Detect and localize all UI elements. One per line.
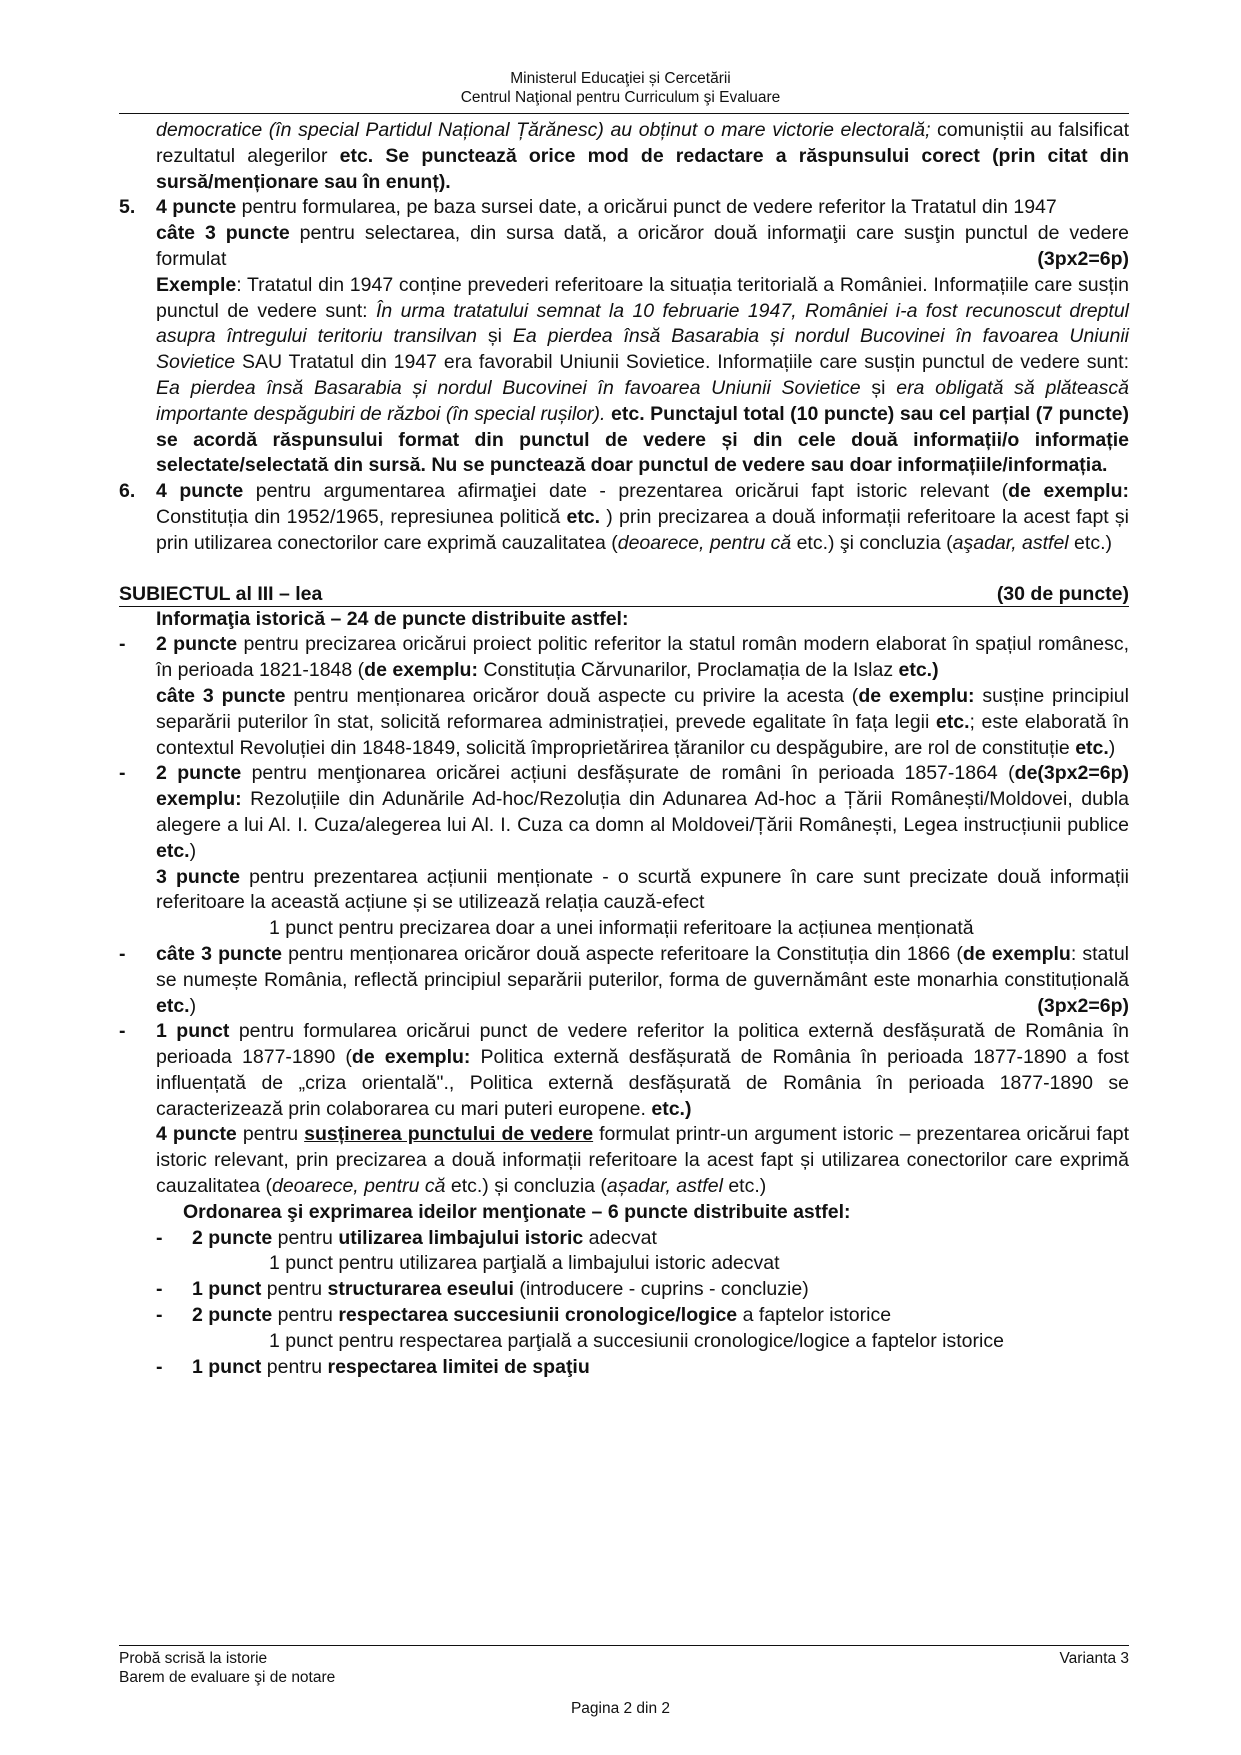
item-number: 5. <box>119 196 136 219</box>
document-body <box>119 118 1129 1380</box>
page-number: Pagina 2 din 2 <box>570 1700 671 1717</box>
dash-bullet: - <box>119 942 126 965</box>
dash-bullet: - <box>119 762 126 785</box>
partial-score-note: 1 punct pentru respectarea parţială a succesiunii cronologice/logice a faptelor istorice <box>269 1329 1004 1352</box>
item-5-criterion-2: câte 3 puncte pentru selectarea, din sursa dată, a oricăror două informaţii care susţin punctul de vedere formulat (3px2=6p) <box>119 221 1129 273</box>
section-points: (30 de puncte) <box>996 582 1129 605</box>
item-5-examples: Exemple: Tratatul din 1947 conține prevederi referitoare la situația teritorială a României. Informațiile care susțin punctul de vedere sunt: În urma tratatului semnat la 10 februarie 1947, României i-a fost recunoscut dreptul asupra întregului teritoriu transilvan și Ea pierdea însă Basarabia și nordul Bucovinei în favoarea Uniunii Sovietice SAU Tratatul din 1947 era favorabil Uniunii Sovietice. Informațiile care susțin punctul de vedere sunt: Ea pierdea însă Basarabia și nordul Bucovinei în favoarea Uniunii Sovietice și era obligată să plătească importante despăgubiri de război (în special rușilor). etc. Punctajul total (10 puncte) sau cel parțial (7 puncte) se acordă răspunsului format din punctul de vedere și din cele două informații/o informație selectate/selectată din sursă. Nu se punctează doar punctul de vedere sau doar informațiile/informația. <box>156 273 1129 477</box>
ordering-item-3: - 2 puncte pentru respectarea succesiunii cronologice/logice a faptelor istorice 1 punct pentru respectarea parţială a succesiunii cronologice/logice a faptelor istorice <box>119 1303 1129 1355</box>
spacer <box>119 557 1129 582</box>
item-number: 6. <box>119 480 136 503</box>
dash-bullet: - <box>119 633 126 656</box>
header-divider <box>119 113 1129 114</box>
ordering-item-2: - 1 punct pentru structurarea eseului (introducere - cuprins - concluzie) <box>156 1278 809 1301</box>
criterion-c: - câte 3 puncte pentru menționarea oricăror două aspecte referitoare la Constituția din 1866 (de exemplu: statul se numește România, reflectă principiul separării puterilor, forma de guvernământ este monarhia constituțională etc.) (3px2=6p) <box>119 942 1129 1019</box>
item-5-criterion-1: 4 puncte pentru formularea, pe baza sursei date, a oricărui punct de vedere referitor la Tratatul din 1947 <box>156 196 1057 219</box>
page-header <box>0 69 1241 107</box>
partial-score-note: 1 punct pentru precizarea doar a unei informații referitoare la acțiunea menționată <box>269 917 974 940</box>
criterion-d: - 1 punct pentru formularea oricărui punct de vedere referitor la politica externă desfășurată de România în perioada 1877-1890 (de exemplu: Politica externă desfășurată de România în perioada 1877-1890 a fost influențată de „criza orientală"., Politica externă desfășurată de România în perioada 1877-1890 se caracterizează prin colaborarea cu mari puteri europene. etc.) 4 puncte pentru susținerea punctului de vedere formulat printr-un argument istoric – prezentarea oricărui fapt istoric relevant, prin precizarea a două informații referitoare la acest fapt și utilizarea conectorilor care exprimă cauzalitatea (deoarece, pentru că etc.) și concluzia (așadar, astfel etc.) <box>119 1020 1130 1198</box>
criterion-b: - 2 puncte pentru menţionarea oricărei acțiuni desfășurate de români în perioada 1857-1864 (de exemplu: Rezoluțiile din Adunările Ad-hoc/Rezoluția din Adunarea Ad-hoc a Țării Românești/Moldovei, dubla alegere a lui Al. I. Cuza/alegerea lui Al. I. Cuza ca domn al Moldovei/Țării Românești, Legea instrucțiunii publice etc.) 3 puncte pentru prezentarea acțiunii menționate - o scurtă expunere în care sunt precizate două informații referitoare la această acțiune și se utilizează relația cauză-efect 1 punct pentru precizarea doar a unei informații referitoare la acțiunea menționată <box>119 761 1129 942</box>
score-badge: (3px2=6p) <box>1037 762 1129 785</box>
info-heading: Informaţia istorică – 24 de puncte distribuite astfel: <box>156 607 629 630</box>
ordering-heading: Ordonarea şi exprimarea ideilor menţionate – 6 puncte distribuite astfel: <box>183 1200 851 1223</box>
score-badge: (3px2=6p) <box>1037 994 1129 1017</box>
dash-bullet: - <box>119 1020 126 1043</box>
header-center: Centrul Naţional pentru Curriculum şi Evaluare <box>460 89 781 106</box>
criterion-a: - 2 puncte pentru precizarea oricărui proiect politic referitor la statul român modern elaborat în spațiul românesc, în perioada 1821-1848 (de exemplu: Constituția Cărvunarilor, Proclamația de la Islaz etc.) câte 3 puncte pentru menționarea oricăror două aspecte cu privire la acesta (de exemplu: susține principiul separării puterilor în stat, solicită reformarea administrației, prevede egalitate în fața legii etc.; este elaborată în contextul Revoluției din 1848-1849, solicită împroprietărirea țăranilor cu despăgubire, are rol de constituție etc.) (3px2=6p) <box>119 632 1129 761</box>
item-6 <box>119 479 1129 556</box>
footer-variant: Varianta 3 <box>1059 1650 1129 1667</box>
continuation-paragraph: democratice (în special Partidul Național Țărănesc) au obținut o mare victorie electorală; comuniștii au falsificat rezultatul alegerilor etc. Se punctează orice mod de redactare a răspunsului corect (prin citat din sursă/menționare sau în enunț). <box>156 119 1130 193</box>
item-5 <box>119 195 1129 479</box>
header-ministry: Ministerul Educaţiei și Cercetării <box>510 70 731 87</box>
ordering-item-1: - 2 puncte pentru utilizarea limbajului istoric adecvat 1 punct pentru utilizarea parţială a limbajului istoric adecvat <box>119 1226 1129 1278</box>
partial-score-note: 1 punct pentru utilizarea parţială a limbajului istoric adecvat <box>269 1252 780 1275</box>
footer-exam-info: Probă scrisă la istorie Barem de evaluare şi de notare <box>119 1650 336 1686</box>
score-badge: (3px2=6p) <box>1037 247 1129 270</box>
section-title: SUBIECTUL al III – lea <box>119 582 323 605</box>
ordering-item-4: - 1 punct pentru respectarea limitei de spaţiu <box>156 1355 590 1378</box>
section-3-heading <box>119 582 1129 607</box>
item-6-criterion: 4 puncte pentru argumentarea afirmaţiei date - prezentarea oricărui fapt istoric relevant (de exemplu: Constituția din 1952/1965, represiunea politică etc. ) prin precizarea a două informații referitoare la acest fapt și prin utilizarea conectorilor care exprimă cauzalitatea (deoarece, pentru că etc.) şi concluzia (aşadar, astfel etc.) <box>156 480 1129 554</box>
footer-divider <box>119 1645 1129 1646</box>
